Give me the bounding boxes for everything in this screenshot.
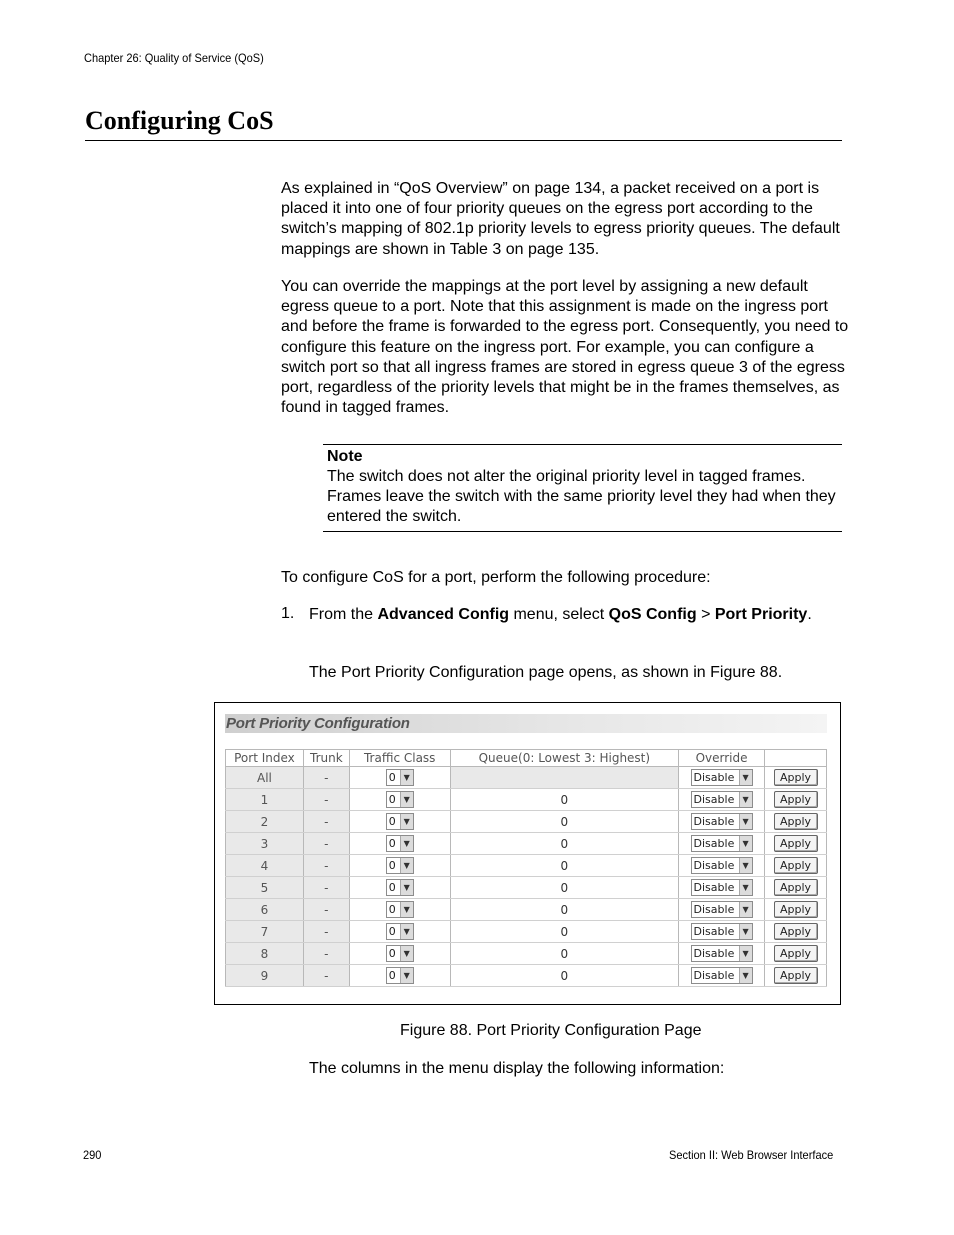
traffic-class-select[interactable] [386,769,414,786]
traffic-class-select[interactable] [386,857,414,874]
table-row [226,921,827,943]
traffic-class-value: 0 [388,793,396,806]
panel-title-bar [225,714,827,733]
chevron-down-icon: ▼ [400,880,413,895]
cell-trunk: - [303,877,349,899]
cell-traffic-class [349,855,450,877]
override-select[interactable] [691,967,753,984]
cell-traffic-class [349,789,450,811]
note-bottom-rule [323,531,842,532]
table-row [226,943,827,965]
menu-item-qos-config: QoS Config [608,606,697,623]
chevron-down-icon: ▼ [400,902,413,917]
column-header-port-index: Port Index [226,750,304,767]
footer-section: Section II: Web Browser Interface [669,1148,834,1162]
chevron-down-icon: ▼ [400,946,413,961]
traffic-class-value: 0 [388,903,396,916]
chevron-down-icon: ▼ [400,814,413,829]
cell-traffic-class [349,877,450,899]
cell-apply [765,767,827,789]
cell-queue: 0 [450,899,678,921]
table-row [226,833,827,855]
note-title: Note [327,448,363,465]
step-result: The Port Priority Configuration page opens, as shown in Figure 88. [309,664,783,681]
cell-override [679,943,765,965]
override-select[interactable] [691,835,753,852]
traffic-class-value: 0 [388,947,396,960]
traffic-class-select[interactable] [386,967,414,984]
cell-traffic-class [349,921,450,943]
chevron-down-icon: ▼ [400,858,413,873]
apply-button[interactable]: Apply [774,945,818,962]
apply-button[interactable]: Apply [774,791,818,808]
override-select[interactable] [691,857,753,874]
cell-port-index: 8 [226,943,304,965]
cell-queue [450,767,678,789]
cell-trunk: - [303,833,349,855]
column-header-trunk: Trunk [303,750,349,767]
column-header-queue: Queue(0: Lowest 3: Highest) [450,750,678,767]
menu-item-port-priority: Port Priority [714,606,808,623]
cell-traffic-class [349,965,450,987]
apply-button[interactable]: Apply [774,967,818,984]
title-rule [85,140,842,141]
page-number: 290 [83,1148,102,1162]
traffic-class-select[interactable] [386,835,414,852]
cell-apply [765,855,827,877]
cell-trunk: - [303,811,349,833]
figure-caption: Figure 88. Port Priority Configuration Page [400,1022,702,1039]
cell-traffic-class [349,943,450,965]
cell-port-index: 4 [226,855,304,877]
chevron-down-icon: ▼ [739,946,752,961]
cell-trunk: - [303,921,349,943]
apply-button[interactable]: Apply [774,901,818,918]
traffic-class-select[interactable] [386,923,414,940]
cell-trunk: - [303,943,349,965]
cell-queue: 0 [450,833,678,855]
paragraph-procedure: To configure CoS for a port, perform the following procedure: [281,569,711,586]
cell-override [679,811,765,833]
apply-button[interactable]: Apply [774,813,818,830]
traffic-class-select[interactable] [386,879,414,896]
cell-apply [765,899,827,921]
traffic-class-value: 0 [388,859,396,872]
cell-apply [765,877,827,899]
table-row [226,965,827,987]
traffic-class-value: 0 [388,837,396,850]
cell-queue: 0 [450,855,678,877]
apply-button[interactable]: Apply [774,879,818,896]
traffic-class-value: 0 [388,815,396,828]
cell-port-index: 2 [226,811,304,833]
paragraph-override: You can override the mappings at the port level by assigning a new default egress queue to a port. Note that this assignment is made on the ingress port and before the frame is forwarded to the egress port. Consequently, you need to configure this feature on the ingress port. For example, you can configure a switch port so that all ingress frames are stored in egress queue 3 of the egress port, regardless of the priority levels that might be in the frames themselves, as found in tagged frames. [281,278,849,417]
cell-trunk: - [303,899,349,921]
running-head: Chapter 26: Quality of Service (QoS) [84,51,264,65]
cell-traffic-class [349,811,450,833]
cell-port-index: All [226,767,304,789]
panel-title: Port Priority Configuration [226,715,410,732]
cell-port-index: 6 [226,899,304,921]
column-header-override: Override [679,750,765,767]
menu-name: Advanced Config [377,606,510,623]
traffic-class-select[interactable] [386,813,414,830]
chevron-down-icon: ▼ [400,968,413,983]
cell-port-index: 9 [226,965,304,987]
cell-queue: 0 [450,877,678,899]
traffic-class-value: 0 [388,881,396,894]
override-value: Disable [693,793,735,806]
override-value: Disable [693,881,735,894]
override-select[interactable] [691,901,753,918]
chevron-down-icon: ▼ [400,770,413,785]
cell-trunk: - [303,789,349,811]
chevron-down-icon: ▼ [400,792,413,807]
cell-traffic-class [349,767,450,789]
traffic-class-value: 0 [388,771,396,784]
cell-apply [765,965,827,987]
override-value: Disable [693,925,735,938]
table-row [226,855,827,877]
step-number: 1. [281,605,295,622]
table-row [226,789,827,811]
traffic-class-select[interactable] [386,791,414,808]
apply-button[interactable]: Apply [774,769,818,786]
cell-override [679,833,765,855]
cell-queue: 0 [450,789,678,811]
traffic-class-select[interactable] [386,945,414,962]
cell-queue: 0 [450,965,678,987]
section-title: Configuring CoS [85,106,274,135]
table-row [226,811,827,833]
override-value: Disable [693,969,735,982]
traffic-class-value: 0 [388,969,396,982]
table-row [226,767,827,789]
table-row [226,899,827,921]
apply-button[interactable]: Apply [774,923,818,940]
cell-port-index: 5 [226,877,304,899]
cell-override [679,877,765,899]
override-value: Disable [693,947,735,960]
override-value: Disable [693,815,735,828]
chevron-down-icon: ▼ [400,836,413,851]
cell-override [679,789,765,811]
cell-apply [765,943,827,965]
override-select[interactable] [691,791,753,808]
cell-override [679,855,765,877]
port-priority-table [225,749,827,987]
cell-trunk: - [303,855,349,877]
override-select[interactable] [691,879,753,896]
cell-trunk: - [303,965,349,987]
note-text: The switch does not alter the original priority level in tagged frames. Frames leave the switch with the same priority level they had when they entered the switch. [327,468,836,526]
chevron-down-icon: ▼ [739,968,752,983]
cell-apply [765,833,827,855]
cell-apply [765,921,827,943]
chevron-down-icon: ▼ [739,858,752,873]
cell-apply [765,811,827,833]
override-value: Disable [693,859,735,872]
chevron-down-icon: ▼ [739,792,752,807]
traffic-class-select[interactable] [386,901,414,918]
cell-override [679,767,765,789]
apply-button[interactable]: Apply [774,835,818,852]
figure-screenshot [214,702,841,1005]
override-value: Disable [693,903,735,916]
column-header-apply [765,750,827,767]
column-header-traffic-class: Traffic Class [349,750,450,767]
override-value: Disable [693,771,735,784]
chevron-down-icon: ▼ [739,814,752,829]
chevron-down-icon: ▼ [739,924,752,939]
chevron-down-icon: ▼ [739,770,752,785]
note-top-rule [323,444,842,445]
cell-port-index: 1 [226,789,304,811]
chevron-down-icon: ▼ [400,924,413,939]
cell-port-index: 3 [226,833,304,855]
cell-override [679,965,765,987]
chevron-down-icon: ▼ [739,836,752,851]
override-select[interactable] [691,769,753,786]
cell-queue: 0 [450,811,678,833]
cell-trunk: - [303,767,349,789]
step-1-text: From the Advanced Config menu, select QoS Config > Port Priority. [309,606,812,623]
paragraph-intro: As explained in “QoS Overview” on page 134, a packet received on a port is placed it into one of four priority queues on the egress port according to the switch’s mapping of 802.1p priority levels to egress priority queues. The default mappings are shown in Table 3 on page 135. [281,180,840,258]
override-value: Disable [693,837,735,850]
cell-override [679,899,765,921]
cell-queue: 0 [450,921,678,943]
override-select[interactable] [691,813,753,830]
cell-port-index: 7 [226,921,304,943]
apply-button[interactable]: Apply [774,857,818,874]
cell-apply [765,789,827,811]
traffic-class-value: 0 [388,925,396,938]
cell-queue: 0 [450,943,678,965]
cell-traffic-class [349,833,450,855]
chevron-down-icon: ▼ [739,902,752,917]
override-select[interactable] [691,945,753,962]
table-header-row [226,750,827,767]
table-row [226,877,827,899]
cell-override [679,921,765,943]
chevron-down-icon: ▼ [739,880,752,895]
paragraph-columns: The columns in the menu display the following information: [309,1060,725,1077]
override-select[interactable] [691,923,753,940]
cell-traffic-class [349,899,450,921]
